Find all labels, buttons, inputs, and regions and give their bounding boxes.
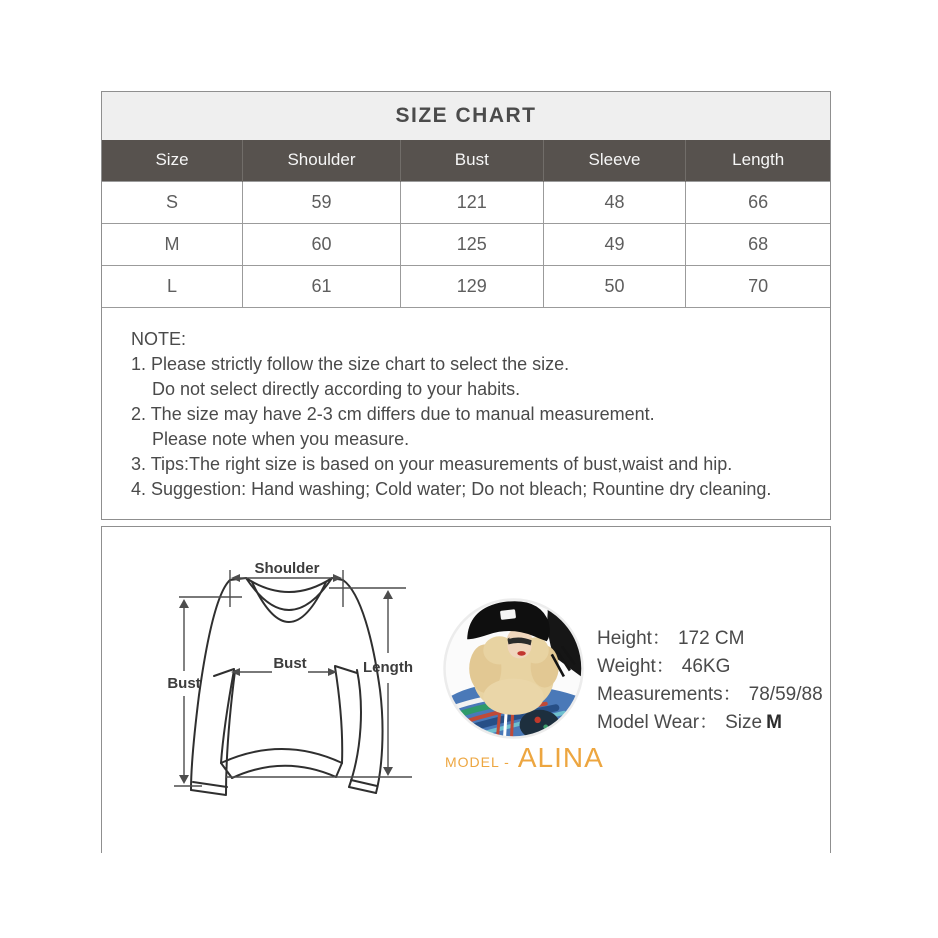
model-info-block <box>597 625 823 737</box>
height-value: 172 CM <box>677 628 745 649</box>
measurement-panel <box>101 526 831 853</box>
column-header-size: Size <box>102 140 243 181</box>
cell-sleeve: 49 <box>543 223 686 265</box>
table-row-size-l <box>102 265 830 307</box>
bust-side-dimension-label: Bust <box>167 675 201 692</box>
model-caption <box>445 742 604 774</box>
hat-label-tag <box>500 609 516 620</box>
model-wear-value: Size <box>725 712 763 733</box>
size-table-header-row <box>102 140 830 181</box>
size-chart-title: SIZE CHART <box>102 92 830 140</box>
size-table <box>102 140 830 308</box>
dimension-annotations <box>174 570 412 786</box>
cell-bust: 125 <box>400 223 543 265</box>
sweater-outline-drawing <box>191 578 383 795</box>
model-weight-row <box>597 653 823 681</box>
table-row-size-s <box>102 181 830 223</box>
note-section <box>102 308 830 502</box>
note-line-3: 3. Tips:The right size is based on your measurements of bust,waist and hip. <box>131 453 733 474</box>
column-header-shoulder: Shoulder <box>243 140 401 181</box>
length-dimension-label: Length <box>363 659 413 676</box>
note-line-1b: Do not select directly according to your habits. <box>152 378 521 399</box>
cell-sleeve: 48 <box>543 181 686 223</box>
cell-shoulder: 61 <box>243 265 401 307</box>
model-wear-label: Model Wear： <box>597 712 719 733</box>
note-line-1: 1. Please strictly follow the size chart to select the size. <box>131 353 570 374</box>
note-line-2b: Please note when you measure. <box>152 428 410 449</box>
table-row-size-m <box>102 223 830 265</box>
weight-value: 46KG <box>681 656 731 677</box>
column-header-sleeve: Sleeve <box>543 140 686 181</box>
model-name: ALINA <box>517 742 604 773</box>
column-header-length: Length <box>686 140 830 181</box>
cell-size: S <box>102 181 243 223</box>
column-header-bust: Bust <box>400 140 543 181</box>
bust-center-dimension-label: Bust <box>273 655 307 672</box>
note-heading: NOTE: <box>131 328 187 349</box>
weight-label: Weight： <box>597 656 675 677</box>
cell-bust: 121 <box>400 181 543 223</box>
shoulder-dimension-label: Shoulder <box>254 560 320 577</box>
model-measurements-row <box>597 681 823 709</box>
model-caption-prefix: MODEL - <box>445 754 510 770</box>
cell-length: 70 <box>686 265 830 307</box>
height-label: Height： <box>597 628 671 649</box>
note-line-2: 2. The size may have 2-3 cm differs due to manual measurement. <box>131 403 655 424</box>
model-wear-row <box>597 709 823 737</box>
note-line-4: 4. Suggestion: Hand washing; Cold water; Do not bleach; Rountine dry cleaning. <box>131 478 772 499</box>
cell-shoulder: 59 <box>243 181 401 223</box>
cell-size: L <box>102 265 243 307</box>
cell-shoulder: 60 <box>243 223 401 265</box>
cell-length: 66 <box>686 181 830 223</box>
model-wear-size: M <box>766 712 782 733</box>
sweater-measurement-diagram <box>114 535 479 833</box>
cell-bust: 129 <box>400 265 543 307</box>
measurements-label: Measurements： <box>597 684 742 705</box>
size-chart-panel <box>101 91 831 520</box>
model-photo <box>443 598 584 739</box>
cell-length: 68 <box>686 223 830 265</box>
measurements-value: 78/59/88 <box>748 684 823 705</box>
cell-sleeve: 50 <box>543 265 686 307</box>
cell-size: M <box>102 223 243 265</box>
model-height-row <box>597 625 823 653</box>
